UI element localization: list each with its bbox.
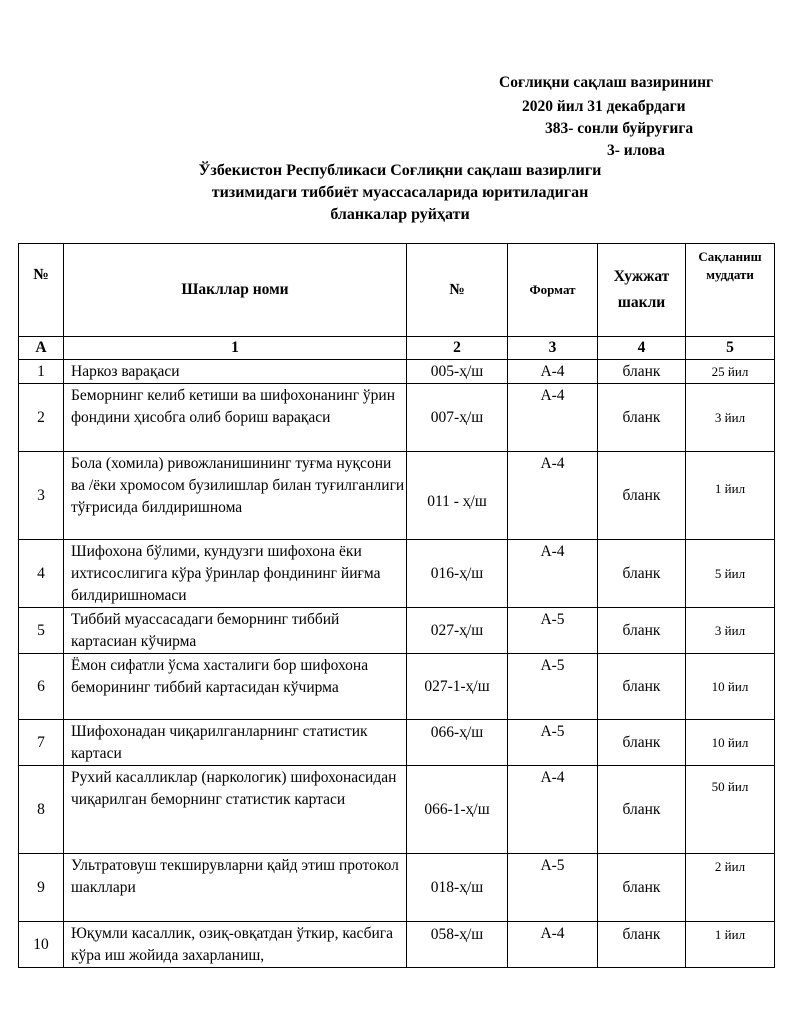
form-code: 018-ҳ/ш bbox=[407, 854, 508, 922]
document-form: бланк bbox=[598, 766, 686, 854]
table-row bbox=[19, 766, 775, 854]
paper-format: А-4 bbox=[508, 540, 598, 608]
form-code: 016-ҳ/ш bbox=[407, 540, 508, 608]
table-row bbox=[19, 922, 775, 968]
appendix-number: 3- илова bbox=[607, 142, 665, 159]
table-row bbox=[19, 854, 775, 922]
storage-period: 3 йил bbox=[686, 384, 775, 452]
order-reference-line-3: 383- сонли буйруғига bbox=[545, 120, 694, 137]
document-form: бланк bbox=[598, 654, 686, 720]
col-header-code: № bbox=[407, 244, 508, 337]
form-name: Беморнинг келиб кетиши ва шифохонанинг ўрин фондини ҳисобга олиб бориш варақаси bbox=[64, 384, 407, 452]
column-index: 1 bbox=[64, 337, 407, 360]
order-reference-line-1: Соғлиқни сақлаш вазирининг bbox=[499, 74, 714, 91]
document-form: бланк bbox=[598, 384, 686, 452]
storage-period: 1 йил bbox=[686, 922, 775, 968]
storage-period: 10 йил bbox=[686, 654, 775, 720]
form-code: 066-ҳ/ш bbox=[407, 720, 508, 766]
document-title-line-3: бланкалар руйҳати bbox=[330, 206, 470, 223]
form-code: 005-ҳ/ш bbox=[407, 360, 508, 384]
paper-format: А-4 bbox=[508, 452, 598, 540]
row-number: 7 bbox=[19, 720, 64, 766]
forms-table bbox=[18, 243, 775, 968]
paper-format: А-4 bbox=[508, 384, 598, 452]
column-index: 5 bbox=[686, 337, 775, 360]
col-header-storage-period: Сақланиш муддати bbox=[686, 244, 775, 337]
storage-period: 3 йил bbox=[686, 608, 775, 654]
paper-format: А-5 bbox=[508, 608, 598, 654]
form-name: Юқумли касаллик, озиқ-овқатдан ўткир, касбига кўра иш жойида захарланиш, bbox=[64, 922, 407, 968]
form-name: Тиббий муассасадаги беморнинг тиббий картасиан кўчирма bbox=[64, 608, 407, 654]
table-row bbox=[19, 720, 775, 766]
form-code: 066-1-ҳ/ш bbox=[407, 766, 508, 854]
document-title-line-1: Ўзбекистон Республикаси Соғлиқни сақлаш вазирлиги bbox=[198, 162, 602, 179]
form-name: Шифохона бўлими, кундузги шифохона ёки ихтисослигига кўра ўринлар фондининг йиғма билдиришномаси bbox=[64, 540, 407, 608]
document-form: бланк bbox=[598, 720, 686, 766]
form-name: Наркоз варақаси bbox=[64, 360, 407, 384]
row-number: 8 bbox=[19, 766, 64, 854]
form-name: Рухий касалликлар (наркологик) шифохонасидан чиқарилган беморнинг статистик картаси bbox=[64, 766, 407, 854]
paper-format: А-4 bbox=[508, 766, 598, 854]
storage-period: 50 йил bbox=[686, 766, 775, 854]
table-row bbox=[19, 540, 775, 608]
col-header-number: № bbox=[19, 244, 64, 337]
table-row bbox=[19, 608, 775, 654]
column-index: А bbox=[19, 337, 64, 360]
form-code: 058-ҳ/ш bbox=[407, 922, 508, 968]
form-code: 007-ҳ/ш bbox=[407, 384, 508, 452]
row-number: 6 bbox=[19, 654, 64, 720]
paper-format: А-4 bbox=[508, 360, 598, 384]
storage-period: 25 йил bbox=[686, 360, 775, 384]
paper-format: А-5 bbox=[508, 854, 598, 922]
column-index-row bbox=[19, 337, 775, 360]
form-name: Ультратовуш текширувларни қайд этиш протокол шакллари bbox=[64, 854, 407, 922]
storage-period: 2 йил bbox=[686, 854, 775, 922]
document-form: бланк bbox=[598, 360, 686, 384]
document-form: бланк bbox=[598, 922, 686, 968]
form-code: 027-ҳ/ш bbox=[407, 608, 508, 654]
table-header-row bbox=[19, 244, 775, 337]
storage-period: 10 йил bbox=[686, 720, 775, 766]
form-name: Ёмон сифатли ўсма хасталиги бор шифохона беморининг тиббий картасидан кўчирма bbox=[64, 654, 407, 720]
column-index: 3 bbox=[508, 337, 598, 360]
row-number: 4 bbox=[19, 540, 64, 608]
order-reference-line-2: 2020 йил 31 декабрдаги bbox=[522, 98, 686, 115]
form-code: 027-1-ҳ/ш bbox=[407, 654, 508, 720]
document-form: бланк bbox=[598, 540, 686, 608]
row-number: 5 bbox=[19, 608, 64, 654]
table-row bbox=[19, 384, 775, 452]
form-name: Шифохонадан чиқарилганларнинг статистик картаси bbox=[64, 720, 407, 766]
row-number: 1 bbox=[19, 360, 64, 384]
form-name: Бола (хомила) ривожланишининг туғма нуқсони ва /ёки хромосом бузилишлар билан туғилганлиги тўғрисида билдиришнома bbox=[64, 452, 407, 540]
paper-format: А-5 bbox=[508, 720, 598, 766]
table-row bbox=[19, 360, 775, 384]
storage-period: 1 йил bbox=[686, 452, 775, 540]
table-row bbox=[19, 452, 775, 540]
row-number: 10 bbox=[19, 922, 64, 968]
column-index: 4 bbox=[598, 337, 686, 360]
column-index: 2 bbox=[407, 337, 508, 360]
col-header-format: Формат bbox=[508, 244, 598, 337]
col-header-document-form: Хужжат шакли bbox=[598, 244, 686, 337]
document-form: бланк bbox=[598, 452, 686, 540]
row-number: 9 bbox=[19, 854, 64, 922]
document-form: бланк bbox=[598, 854, 686, 922]
storage-period: 5 йил bbox=[686, 540, 775, 608]
col-header-form-name: Шакллар номи bbox=[64, 244, 407, 337]
paper-format: А-5 bbox=[508, 654, 598, 720]
table-row bbox=[19, 654, 775, 720]
document-form: бланк bbox=[598, 608, 686, 654]
row-number: 2 bbox=[19, 384, 64, 452]
document-title-line-2: тизимидаги тиббиёт муассасаларида юритиладиган bbox=[211, 184, 589, 201]
paper-format: А-4 bbox=[508, 922, 598, 968]
row-number: 3 bbox=[19, 452, 64, 540]
form-code: 011 - ҳ/ш bbox=[407, 452, 508, 540]
